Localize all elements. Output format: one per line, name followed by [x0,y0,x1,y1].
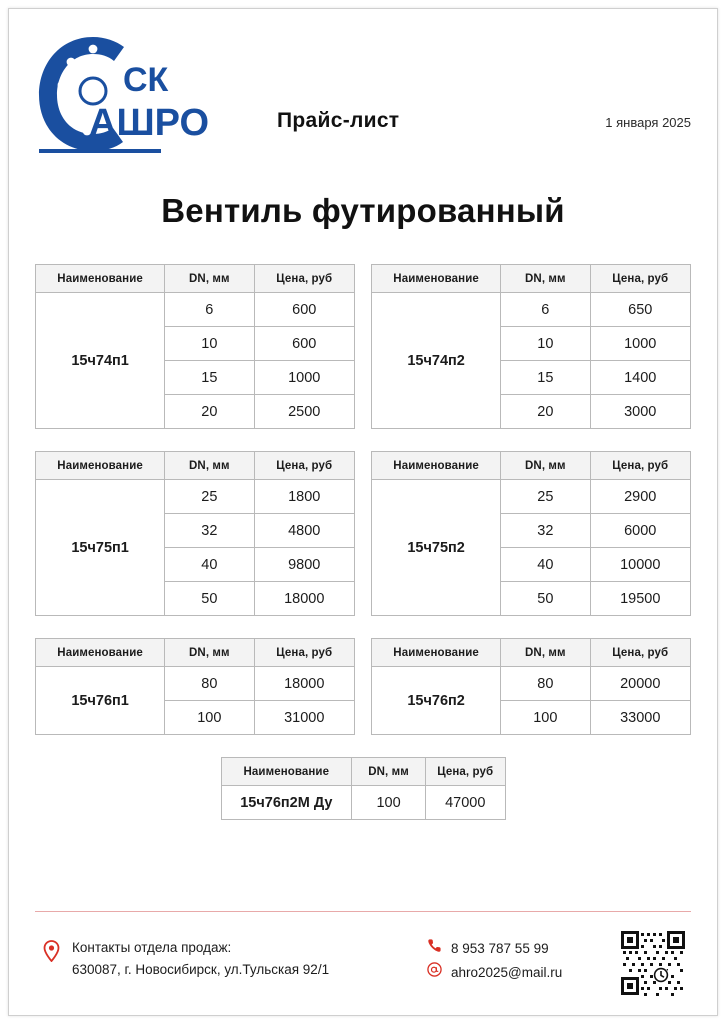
price-value: 19500 [590,582,691,616]
price-table-15ch75p1 [35,451,355,616]
price-value: 20000 [590,667,691,701]
col-header-dn: DN, мм [165,639,254,667]
dn-value: 10 [501,327,590,361]
dn-value: 50 [501,582,590,616]
price-value: 600 [254,327,355,361]
product-name: 15ч76п2М Ду [221,786,352,820]
col-header-price: Цена, руб [254,639,355,667]
col-header-name: Наименование [372,265,501,293]
document-header [9,9,717,184]
col-header-dn: DN, мм [165,265,254,293]
footer-divider [35,911,691,912]
dn-value: 40 [501,548,590,582]
col-header-price: Цена, руб [590,639,691,667]
col-header-dn: DN, мм [352,758,426,786]
dn-value: 100 [352,786,426,820]
phone-line[interactable] [427,937,562,961]
col-header-dn: DN, мм [501,639,590,667]
table-header-row [372,639,691,667]
product-name: 15ч74п2 [372,293,501,429]
dn-value: 100 [165,701,254,735]
price-value: 18000 [254,667,355,701]
email-address: ahro2025@mail.ru [451,965,563,980]
col-header-dn: DN, мм [501,452,590,480]
contacts-block [43,937,329,981]
price-table-15ch76p1 [35,638,355,735]
page-title: Вентиль футированный [161,192,565,229]
table-row [36,667,355,701]
price-table-15ch74p1 [35,264,355,429]
phone-number: 8 953 787 55 99 [451,941,549,956]
col-header-dn: DN, мм [501,265,590,293]
table-row [36,480,355,514]
table-header-row [36,452,355,480]
col-header-name: Наименование [221,758,352,786]
company-logo [31,29,241,159]
tables-row-1 [35,264,691,429]
table-header-row [36,639,355,667]
price-value: 9800 [254,548,355,582]
col-header-price: Цена, руб [590,265,691,293]
dn-value: 100 [501,701,590,735]
col-header-name: Наименование [36,265,165,293]
product-name: 15ч75п2 [372,480,501,616]
dn-value: 50 [165,582,254,616]
price-table-15ch76p2m [221,757,506,820]
table-row [372,667,691,701]
price-value: 1400 [590,361,691,395]
price-value: 6000 [590,514,691,548]
col-header-name: Наименование [36,639,165,667]
col-header-name: Наименование [372,452,501,480]
col-header-name: Наименование [36,452,165,480]
dn-value: 15 [501,361,590,395]
price-value: 2500 [254,395,355,429]
table-header-row [372,265,691,293]
product-name: 15ч74п1 [36,293,165,429]
document-title: Прайс-лист [277,109,400,132]
price-value: 3000 [590,395,691,429]
table-header-row [221,758,505,786]
price-tables [9,264,717,820]
price-value: 47000 [425,786,505,820]
col-header-price: Цена, руб [590,452,691,480]
price-value: 600 [254,293,355,327]
price-value: 2900 [590,480,691,514]
product-name: 15ч76п2 [372,667,501,735]
document-footer [9,911,717,1015]
tables-row-2 [35,451,691,616]
email-icon [427,961,442,985]
col-header-name: Наименование [372,639,501,667]
location-pin-icon [43,940,60,967]
dn-value: 10 [165,327,254,361]
dn-value: 20 [165,395,254,429]
qr-code[interactable] [619,929,687,997]
price-table-15ch74p2 [371,264,691,429]
dn-value: 80 [165,667,254,701]
price-value: 650 [590,293,691,327]
table-row [221,786,505,820]
dn-value: 32 [501,514,590,548]
product-name: 15ч75п1 [36,480,165,616]
price-value: 1800 [254,480,355,514]
dn-value: 40 [165,548,254,582]
dn-value: 80 [501,667,590,701]
price-value: 1000 [254,361,355,395]
price-value: 18000 [254,582,355,616]
tables-row-3 [35,638,691,735]
price-value: 1000 [590,327,691,361]
table-header-row [36,265,355,293]
col-header-price: Цена, руб [254,452,355,480]
product-name: 15ч76п1 [36,667,165,735]
col-header-price: Цена, руб [254,265,355,293]
contacts-address: 630087, г. Новосибирск, ул.Тульская 92/1 [72,962,330,977]
document-date: 1 января 2025 [605,115,691,130]
logo-text-secondary: АШРО [89,102,210,144]
tables-row-4 [35,757,691,820]
phone-email-block [427,937,562,985]
dn-value: 6 [165,293,254,327]
price-list-page [8,8,718,1016]
price-value: 4800 [254,514,355,548]
price-table-15ch75p2 [371,451,691,616]
dn-value: 20 [501,395,590,429]
col-header-dn: DN, мм [165,452,254,480]
table-row [372,480,691,514]
price-value: 31000 [254,701,355,735]
table-row [36,293,355,327]
table-row [372,293,691,327]
contacts-title: Контакты отдела продаж: [72,940,232,955]
logo-text-primary: СК [123,61,169,99]
phone-icon [427,937,442,961]
dn-value: 25 [165,480,254,514]
col-header-price: Цена, руб [425,758,505,786]
email-line[interactable] [427,961,562,985]
dn-value: 6 [501,293,590,327]
dn-value: 15 [165,361,254,395]
dn-value: 32 [165,514,254,548]
price-table-15ch76p2 [371,638,691,735]
price-value: 10000 [590,548,691,582]
dn-value: 25 [501,480,590,514]
price-value: 33000 [590,701,691,735]
table-header-row [372,452,691,480]
